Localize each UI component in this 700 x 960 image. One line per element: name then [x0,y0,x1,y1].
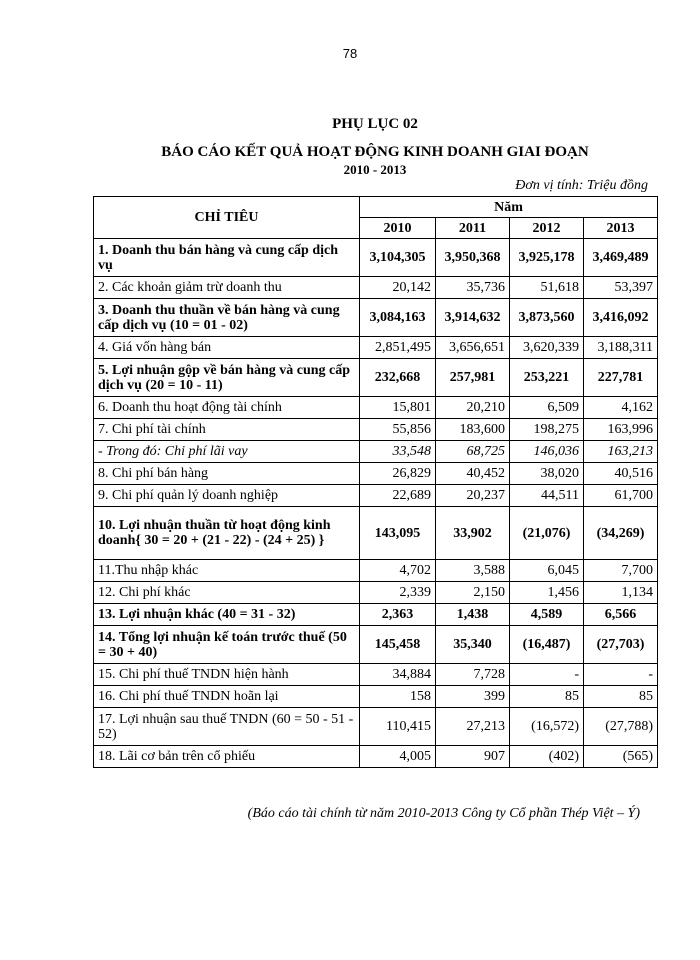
page-number: 78 [342,46,358,61]
table-row [94,507,658,560]
row-label: 15. Chi phí thuế TNDN hiện hành [94,664,360,686]
row-label: - Trong đó: Chi phí lãi vay [94,441,360,463]
row-value: (21,076) [510,507,584,560]
row-value: 232,668 [360,359,436,397]
row-label: 17. Lợi nhuận sau thuế TNDN (60 = 50 - 51 - 52) [94,708,360,746]
row-value: 7,700 [584,560,658,582]
row-value: 1,134 [584,582,658,604]
row-value: 3,620,339 [510,337,584,359]
table-row [94,560,658,582]
row-value: 55,856 [360,419,436,441]
report-period: 2010 - 2013 [343,162,407,177]
row-value: 6,566 [584,604,658,626]
table-row [94,708,658,746]
row-value: 35,736 [436,277,510,299]
row-value: (27,788) [584,708,658,746]
header-year: 2011 [436,218,510,239]
source-note: (Báo cáo tài chính từ năm 2010-2013 Công ty Cổ phần Thép Việt – Ý) [247,806,640,821]
row-label: 14. Tổng lợi nhuận kế toán trước thuế (50 = 30 + 40) [94,626,360,664]
row-value: 7,728 [436,664,510,686]
row-value: 4,589 [510,604,584,626]
row-label: 2. Các khoản giảm trừ doanh thu [94,277,360,299]
table-row [94,746,658,768]
table-row [94,463,658,485]
row-value: (16,572) [510,708,584,746]
row-value: 68,725 [436,441,510,463]
header-year: 2013 [584,218,658,239]
row-value: 145,458 [360,626,436,664]
row-label: 13. Lợi nhuận khác (40 = 31 - 32) [94,604,360,626]
row-value: 3,873,560 [510,299,584,337]
row-value: (34,269) [584,507,658,560]
row-value: 85 [510,686,584,708]
row-value: 85 [584,686,658,708]
row-label: 4. Giá vốn hàng bán [94,337,360,359]
header-year-group: Năm [360,197,658,218]
row-value: 20,142 [360,277,436,299]
table-row [94,397,658,419]
header-year: 2010 [360,218,436,239]
row-value: 3,914,632 [436,299,510,337]
row-value: (402) [510,746,584,768]
row-value: (565) [584,746,658,768]
row-value: 15,801 [360,397,436,419]
row-value: 20,237 [436,485,510,507]
row-value: 4,005 [360,746,436,768]
row-value: 4,702 [360,560,436,582]
row-value: 6,509 [510,397,584,419]
row-label: 16. Chi phí thuế TNDN hoãn lại [94,686,360,708]
row-value: 40,452 [436,463,510,485]
table-row [94,299,658,337]
table-row [94,485,658,507]
row-value: 44,511 [510,485,584,507]
row-value: 198,275 [510,419,584,441]
row-value: 3,188,311 [584,337,658,359]
row-value: - [510,664,584,686]
table-row [94,277,658,299]
header-indicator: CHỈ TIÊU [94,197,360,239]
row-value: 3,925,178 [510,239,584,277]
row-label: 1. Doanh thu bán hàng và cung cấp dịch vụ [94,239,360,277]
row-value: 399 [436,686,510,708]
row-value: 110,415 [360,708,436,746]
row-value: 27,213 [436,708,510,746]
row-value: 3,950,368 [436,239,510,277]
row-value: 2,363 [360,604,436,626]
row-value: 6,045 [510,560,584,582]
row-value: 253,221 [510,359,584,397]
row-value: 33,902 [436,507,510,560]
row-label: 5. Lợi nhuận gộp về bán hàng và cung cấp dịch vụ (20 = 10 - 11) [94,359,360,397]
row-value: - [584,664,658,686]
table-row [94,359,658,397]
row-label: 7. Chi phí tài chính [94,419,360,441]
income-statement-table [93,196,658,768]
row-value: 3,588 [436,560,510,582]
row-label: 9. Chi phí quản lý doanh nghiệp [94,485,360,507]
row-value: 61,700 [584,485,658,507]
row-value: 3,084,163 [360,299,436,337]
row-label: 11.Thu nhập khác [94,560,360,582]
table-row [94,626,658,664]
row-value: 2,339 [360,582,436,604]
row-value: 143,095 [360,507,436,560]
row-value: 1,456 [510,582,584,604]
table-row [94,419,658,441]
report-title: BÁO CÁO KẾT QUẢ HOẠT ĐỘNG KINH DOANH GIAI ĐOẠN [161,144,589,160]
row-value: 51,618 [510,277,584,299]
row-value: 35,340 [436,626,510,664]
row-label: 10. Lợi nhuận thuần từ hoạt động kinh doanh{ 30 = 20 + (21 - 22) - (24 + 25) } [94,507,360,560]
row-value: 26,829 [360,463,436,485]
row-value: 3,416,092 [584,299,658,337]
row-label: 6. Doanh thu hoạt động tài chính [94,397,360,419]
row-value: 33,548 [360,441,436,463]
row-value: 146,036 [510,441,584,463]
row-value: 53,397 [584,277,658,299]
table-row [94,582,658,604]
row-value: 2,150 [436,582,510,604]
row-value: 4,162 [584,397,658,419]
header-year: 2012 [510,218,584,239]
row-value: 34,884 [360,664,436,686]
row-value: 907 [436,746,510,768]
table-row [94,686,658,708]
table-row [94,664,658,686]
row-value: 163,996 [584,419,658,441]
table-row [94,239,658,277]
row-value: 158 [360,686,436,708]
row-value: 257,981 [436,359,510,397]
row-value: 1,438 [436,604,510,626]
row-value: 40,516 [584,463,658,485]
table-row [94,337,658,359]
row-label: 12. Chi phí khác [94,582,360,604]
appendix-title: PHỤ LỤC 02 [332,116,418,132]
row-value: 3,656,651 [436,337,510,359]
row-label: 8. Chi phí bán hàng [94,463,360,485]
row-label: 18. Lãi cơ bản trên cổ phiếu [94,746,360,768]
row-value: 20,210 [436,397,510,419]
row-value: 2,851,495 [360,337,436,359]
row-label: 3. Doanh thu thuần về bán hàng và cung cấp dịch vụ (10 = 01 - 02) [94,299,360,337]
row-value: 22,689 [360,485,436,507]
row-value: 227,781 [584,359,658,397]
table-row [94,604,658,626]
unit-note: Đơn vị tính: Triệu đồng [515,178,648,193]
row-value: 3,469,489 [584,239,658,277]
row-value: (16,487) [510,626,584,664]
row-value: (27,703) [584,626,658,664]
table-row [94,441,658,463]
row-value: 163,213 [584,441,658,463]
row-value: 183,600 [436,419,510,441]
row-value: 3,104,305 [360,239,436,277]
row-value: 38,020 [510,463,584,485]
